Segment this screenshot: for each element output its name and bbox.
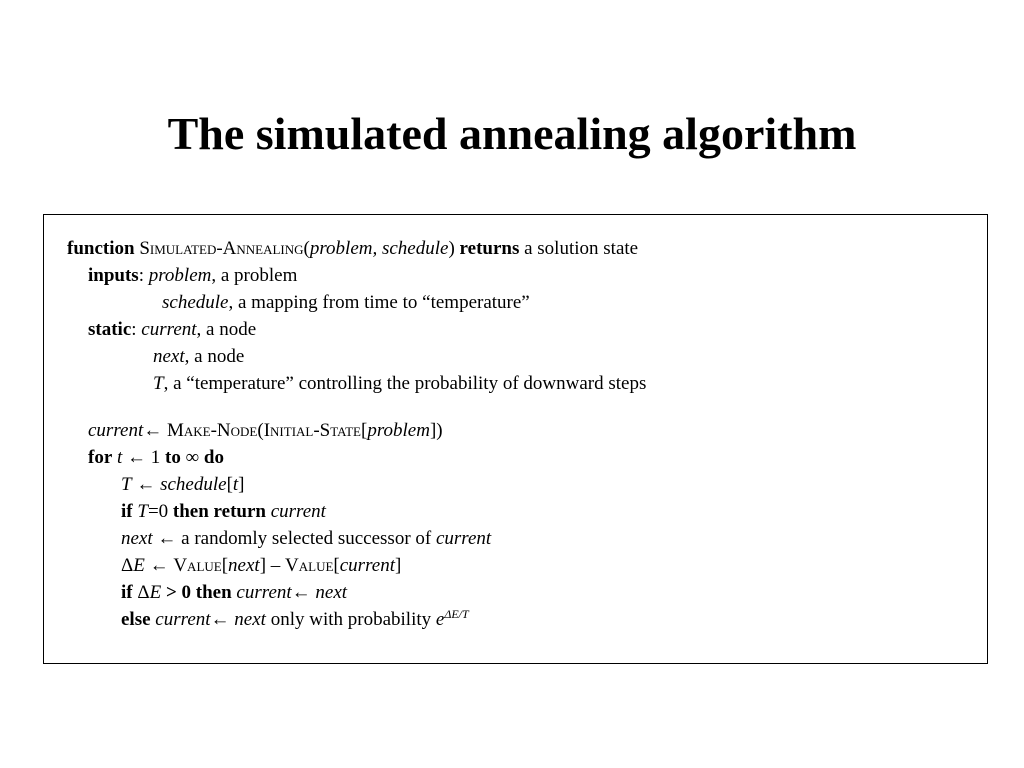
- check-t-line: [121, 500, 326, 524]
- value1-bracket-close: ]: [259, 555, 267, 576]
- if-delta-arrow: ←: [291, 582, 311, 603]
- value1-arg: next: [228, 555, 260, 576]
- else-line: [121, 608, 469, 632]
- inputs-colon: :: [138, 265, 144, 286]
- schedule-fn: schedule: [160, 474, 227, 495]
- assign-next-var: current: [435, 528, 492, 549]
- if-delta-rhs: next: [315, 582, 348, 603]
- loop-start: 1: [150, 447, 161, 468]
- for-loop-line: [88, 446, 224, 470]
- then-keyword: then: [195, 582, 232, 603]
- returns-keyword: returns: [459, 238, 520, 259]
- pseudocode-box: [43, 214, 988, 664]
- if-delta-lhs: current: [236, 582, 292, 603]
- t-var: T: [153, 373, 164, 394]
- schedule-arg: t: [232, 474, 239, 495]
- minus-sign: –: [270, 555, 281, 576]
- exp-base: e: [435, 609, 445, 630]
- if-delta-symbol: Δ: [137, 582, 150, 603]
- if-delta-keyword: if: [121, 582, 133, 603]
- t-desc: , a “temperature” controlling the probability of downward steps: [163, 373, 647, 394]
- returns-text: a solution state: [524, 238, 639, 259]
- else-arrow: ←: [210, 609, 230, 630]
- paren-open: (: [257, 420, 264, 441]
- schedule-bracket-close: ]: [238, 474, 245, 495]
- open-paren: (: [303, 238, 310, 259]
- function-params: problem, schedule: [309, 238, 449, 259]
- make-node-fn: Make-Node: [166, 420, 258, 441]
- function-header-line: [67, 237, 638, 261]
- value1-bracket-open: [: [221, 555, 229, 576]
- init-lhs: current: [88, 420, 144, 441]
- static-keyword: static: [88, 319, 132, 340]
- schedule-var: schedule: [162, 292, 229, 313]
- assign-t-line: [121, 473, 245, 497]
- do-keyword: do: [203, 447, 224, 468]
- assign-arrow: ←: [143, 420, 163, 441]
- static-colon: :: [131, 319, 137, 340]
- loop-end: ∞: [185, 447, 200, 468]
- if-keyword: if: [121, 501, 133, 522]
- value-fn-1: Value: [173, 555, 222, 576]
- exp-exponent: ΔE/T: [444, 607, 469, 621]
- else-keyword: else: [121, 609, 151, 630]
- cond-rest: =0: [147, 501, 169, 522]
- delta-arrow: ←: [149, 555, 169, 576]
- init-line: [88, 419, 443, 443]
- value2-bracket-close: ]: [394, 555, 402, 576]
- if-delta-e: E: [149, 582, 162, 603]
- assign-next-arrow: ←: [157, 528, 177, 549]
- function-name: Simulated-Annealing: [139, 238, 304, 259]
- value-fn-2: Value: [285, 555, 334, 576]
- if-delta-cmp: > 0: [165, 582, 192, 603]
- close-paren: ): [448, 238, 455, 259]
- loop-var: t: [117, 447, 123, 468]
- to-keyword: to: [165, 447, 181, 468]
- schedule-input-line: [162, 291, 530, 315]
- delta-e: E: [133, 555, 145, 576]
- initial-state-fn: Initial-State: [263, 420, 361, 441]
- cond-var: T: [137, 501, 148, 522]
- assign-t-lhs: T: [121, 474, 132, 495]
- assign-next-lhs: next: [121, 528, 153, 549]
- next-desc: , a node: [184, 346, 245, 367]
- problem-desc: , a problem: [211, 265, 298, 286]
- loop-arrow: ←: [127, 447, 147, 468]
- current-desc: , a node: [196, 319, 257, 340]
- inputs-keyword: inputs: [88, 265, 139, 286]
- if-delta-line: [121, 581, 347, 605]
- else-rhs: next: [234, 609, 266, 630]
- for-keyword: for: [88, 447, 113, 468]
- t-static-line: [153, 372, 646, 396]
- return-var: current: [270, 501, 326, 522]
- init-arg: problem: [367, 420, 430, 441]
- function-keyword: function: [67, 238, 135, 259]
- then-return-keyword: then return: [172, 501, 266, 522]
- schedule-desc: , a mapping from time to “temperature”: [228, 292, 530, 313]
- assign-t-arrow: ←: [136, 474, 156, 495]
- schedule-bracket-open: [: [226, 474, 233, 495]
- else-lhs: current: [155, 609, 211, 630]
- next-var: next: [153, 346, 185, 367]
- delta-symbol: Δ: [121, 555, 134, 576]
- assign-next-line: [121, 527, 491, 551]
- else-text: only with probability: [270, 609, 432, 630]
- bracket-open: [: [360, 420, 368, 441]
- slide-title: The simulated annealing algorithm: [167, 108, 857, 159]
- assign-next-text: a randomly selected successor of: [181, 528, 432, 549]
- inputs-line: [88, 264, 297, 288]
- problem-var: problem: [148, 265, 212, 286]
- bracket-close: ]): [429, 420, 443, 441]
- value2-bracket-open: [: [333, 555, 340, 576]
- delta-line: [121, 554, 401, 578]
- current-var: current: [141, 319, 197, 340]
- static-line: [88, 318, 256, 342]
- value2-arg: current: [339, 555, 395, 576]
- next-static-line: [153, 345, 244, 369]
